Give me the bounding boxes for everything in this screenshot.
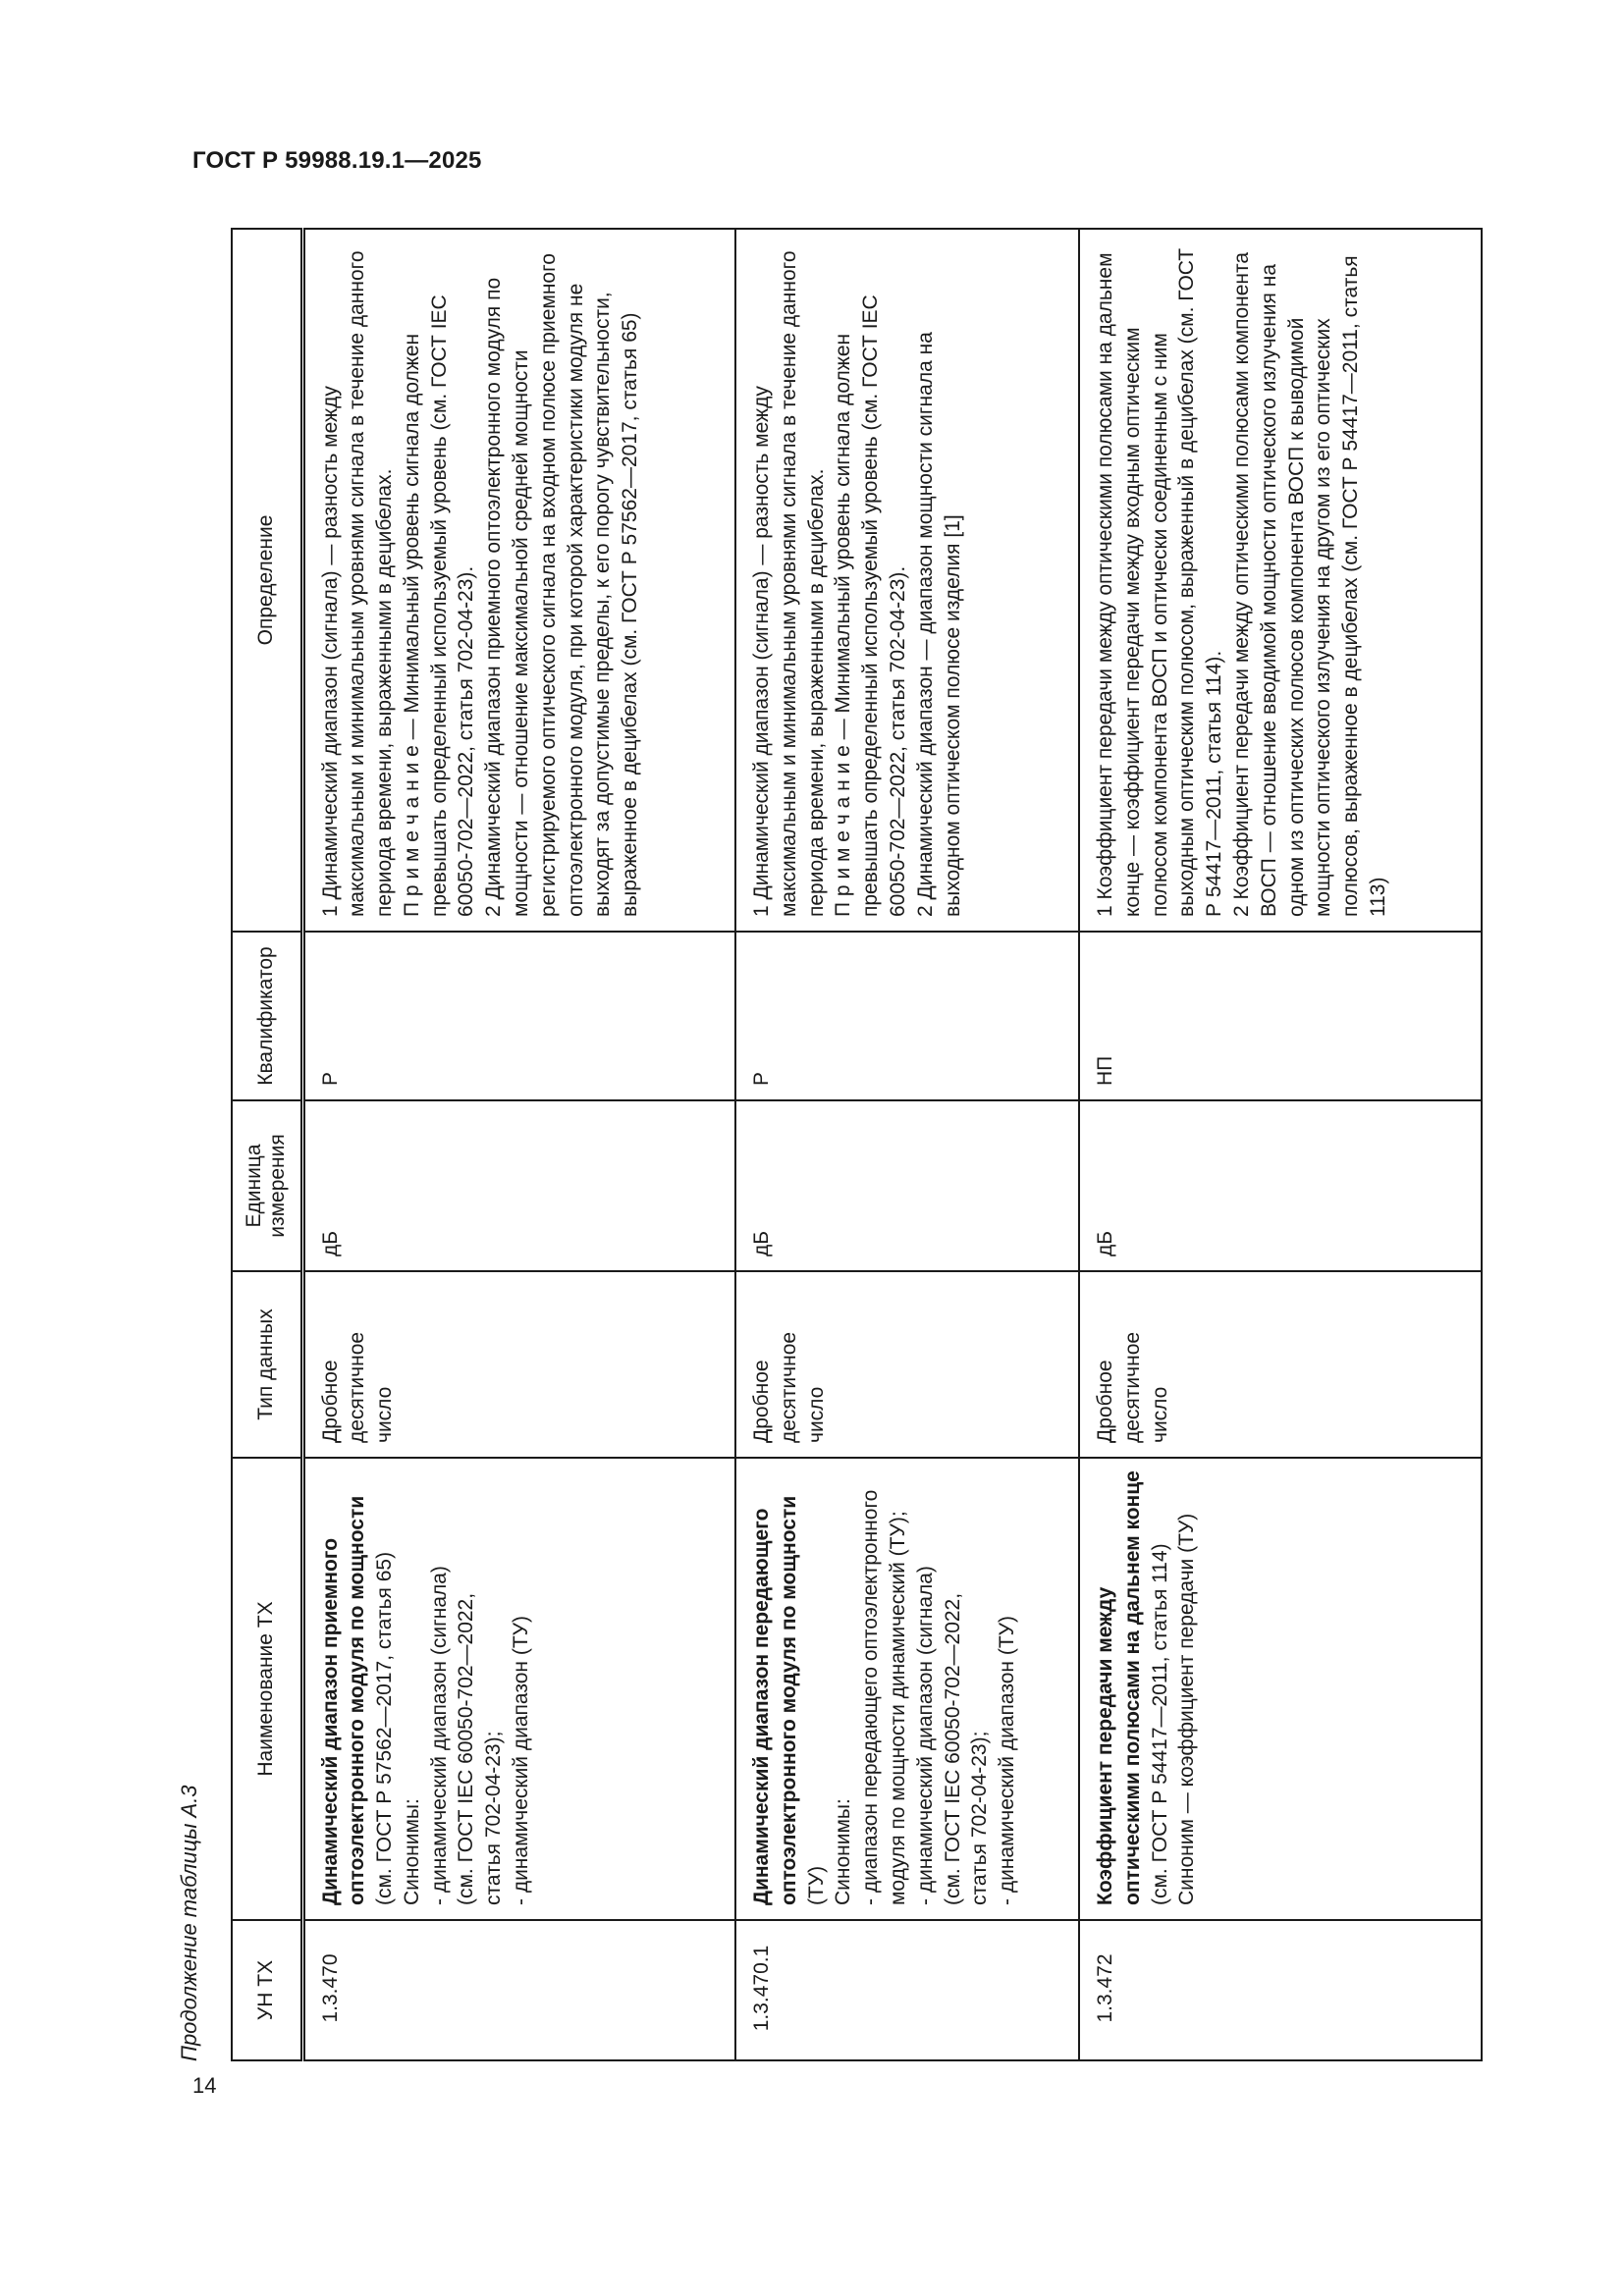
row-definition (302, 229, 735, 932)
header-definition: Определение (232, 229, 302, 932)
definition-note: П р и м е ч а н и е — Минимальный уровень сигнала должен превышать определенный используемый уровень (см. ГОСТ IEC 60050-702—2022, статья 702-04-23). (832, 294, 909, 917)
row-data-type: Дробное десятичное число (735, 1271, 1079, 1458)
name-line: (см. ГОСТ IEC 60050-702—2022, (941, 1592, 964, 1905)
row-qualifier: Р (302, 932, 735, 1100)
name-line: Синонимы: (400, 1798, 423, 1905)
header-name: Наименование ТХ (232, 1458, 302, 1920)
definition-paragraph: 2 Коэффициент передачи между оптическими полюсами компонента ВОСП — отношение вводимой мощности оптического излучения на одном из оптических полюсов компонента ВОСП к выводимой мощности оптического излучения на другом из его оптических полюсов, выраженное в децибелах (см. ГОСТ Р 54417—2011, статья 113) (1229, 251, 1389, 917)
name-line: - диапазон передающего оптоэлектронного модуля по мощности динамический (ТУ); (859, 1489, 909, 1905)
term-name-suffix: (ТУ) (804, 1865, 828, 1905)
row-id: 1.3.470 (302, 1920, 735, 2060)
document-title: ГОСТ Р 59988.19.1—2025 (192, 147, 482, 174)
name-line: (см. ГОСТ Р 57562—2017, статья 65) (373, 1551, 397, 1905)
table-row (735, 229, 1079, 2060)
table-row (1079, 229, 1482, 2060)
definition-paragraph: 1 Динамический диапазон (сигнала) — разность между максимальным и минимальным уровнями сигнала в течение данного периода времени, выраженными в децибелах. (318, 250, 397, 917)
name-line: (см. ГОСТ Р 54417—2011, статья 114) (1148, 1543, 1171, 1905)
terms-table (231, 228, 1483, 2061)
header-id: УН ТХ (232, 1920, 302, 2060)
row-unit: дБ (302, 1100, 735, 1271)
header-unit: Единица измерения (232, 1100, 302, 1271)
page-number: 14 (192, 2073, 217, 2098)
table-row (302, 229, 735, 2060)
name-line: (см. ГОСТ IEC 60050-702—2022, (455, 1592, 478, 1905)
name-line: - динамический диапазон (сигнала) (913, 1566, 937, 1905)
row-name (1079, 1458, 1482, 1920)
rotated-page-content (177, 196, 1483, 2061)
row-definition (735, 229, 1079, 932)
table-caption: Продолжение таблицы А.3 (177, 1785, 201, 2061)
row-definition (1079, 229, 1482, 932)
row-data-type: Дробное десятичное число (1079, 1271, 1482, 1458)
row-name (735, 1458, 1079, 1920)
name-line: Синонимы: (832, 1798, 855, 1905)
definition-note: П р и м е ч а н и е — Минимальный уровень сигнала должен превышать определенный используемый уровень (см. ГОСТ IEC 60050-702—2022, статья 702-04-23). (400, 294, 478, 917)
row-name (302, 1458, 735, 1920)
term-name: Динамический диапазон передающего оптоэлектронного модуля по мощности (750, 1495, 800, 1905)
term-name: Коэффициент передачи между оптическими полюсами на дальнем конце (1094, 1470, 1144, 1905)
name-line: Синоним — коэффициент передачи (ТУ) (1175, 1513, 1199, 1905)
definition-paragraph: 2 Динамический диапазон — диапазон мощности сигнала на выходном оптическом полюсе изделия [1] (913, 332, 964, 917)
definition-paragraph: 1 Динамический диапазон (сигнала) — разность между максимальным и минимальным уровнями сигнала в течение данного периода времени, выраженными в децибелах. (750, 250, 828, 917)
name-line: статья 702-04-23); (482, 1731, 506, 1905)
name-line: - динамический диапазон (ТУ) (510, 1616, 533, 1905)
row-id: 1.3.470.1 (735, 1920, 1079, 2060)
term-name: Динамический диапазон приемного оптоэлектронного модуля по мощности (318, 1495, 369, 1905)
row-unit: дБ (1079, 1100, 1482, 1271)
row-id: 1.3.472 (1079, 1920, 1482, 2060)
row-qualifier: Р (735, 932, 1079, 1100)
definition-paragraph: 2 Динамический диапазон приемного оптоэлектронного модуля по мощности — отношение максимальной средней мощности регистрируемого оптического сигнала на входном полюсе приемного оптоэлектронного модуля, при которой характеристики модуля не выходят за допустимые пределы, к его порогу чувствительности, выраженное в децибелах (см. ГОСТ Р 57562—2017, статья 65) (482, 253, 642, 917)
header-data-type: Тип данных (232, 1271, 302, 1458)
name-line: - динамический диапазон (сигнала) (427, 1566, 451, 1905)
name-line: статья 702-04-23); (968, 1731, 992, 1905)
row-unit: дБ (735, 1100, 1079, 1271)
header-qualifier: Квалификатор (232, 932, 302, 1100)
name-line: - динамический диапазон (ТУ) (996, 1616, 1019, 1905)
definition-paragraph: 1 Коэффициент передачи между оптическими полюсами на дальнем конце — коэффициент передачи между входным оптическим полюсом компонента ВОСП и оптически соединенным с ним выходным оптическим полюсом, выраженный в децибелах (см. ГОСТ Р 54417—2011, статья 114). (1094, 247, 1226, 917)
row-qualifier: НП (1079, 932, 1482, 1100)
table-header-row (232, 229, 302, 2060)
row-data-type: Дробное десятичное число (302, 1271, 735, 1458)
